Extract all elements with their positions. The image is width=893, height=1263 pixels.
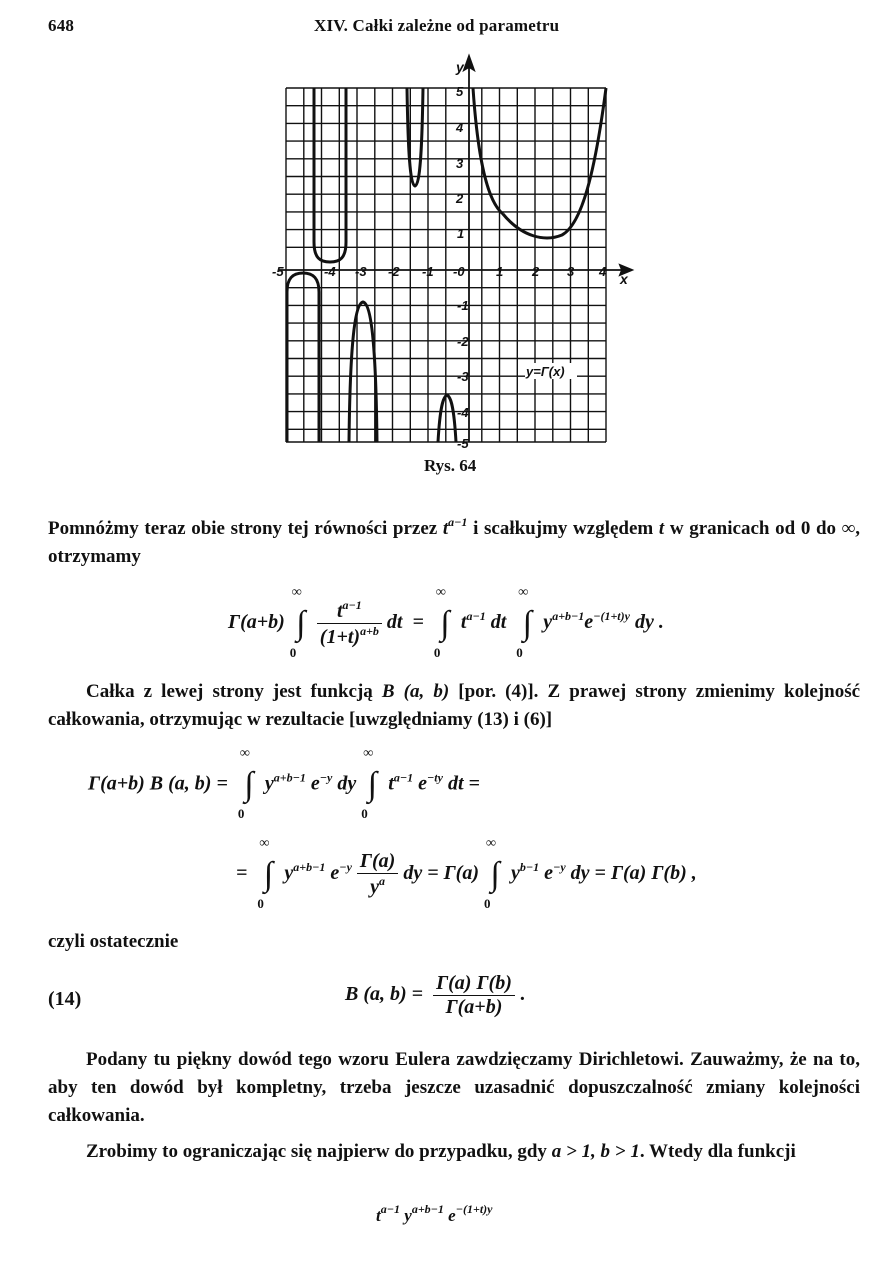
- curve-branch-m4-m3: [314, 88, 346, 262]
- gamma-graph: [260, 52, 640, 452]
- integral-sign: ∫ ∞ 0: [289, 584, 306, 660]
- x-axis-label: x: [620, 271, 628, 287]
- integral-sign: ∫ ∞ 0: [237, 746, 254, 821]
- integral-sign: ∫ ∞ 0: [257, 835, 274, 911]
- curve-branch-m1-0: [438, 395, 456, 442]
- x-tick-label: -2: [388, 264, 400, 279]
- axes: [278, 56, 632, 442]
- x-tick-label: 3: [567, 264, 575, 279]
- integral-sign: ∫ ∞ 0: [516, 584, 532, 660]
- y-tick-label: -3: [457, 369, 469, 384]
- curve-branch-positive: [473, 88, 606, 238]
- figure-caption: Rys. 64: [424, 456, 477, 475]
- equation-3: = ∫ ∞ 0 $y^{a+b-1}$ $e^{-y}$ $\frac{\Gamma(a)}{y^a}$ dy = Γ(a) ∫ ∞ 0 $y^{b-1}$ $e^{-y}$ dy = Γ(a) Γ(b) ,: [236, 835, 697, 911]
- page-number: 648: [48, 16, 75, 35]
- x-tick-label: -4: [324, 264, 336, 279]
- equation-2: Γ(a+b) B (a, b) = ∫ ∞ 0 $y^{a+b-1}$ $e^{-y}$ dy ∫ ∞ 0 $t^{a-1}$ $e^{-ty}$ dt =: [88, 746, 480, 821]
- y-axis-arrow-icon: [464, 56, 474, 70]
- curve-branch-m2-m1: [407, 88, 423, 186]
- y-tick-label: -5: [457, 436, 469, 451]
- x-tick-label: 1: [496, 264, 504, 279]
- y-tick-label: 1: [457, 226, 465, 241]
- equation-1: Γ(a+b) ∫ ∞ 0 $\frac{t^{a-1}}{(1+t)^{a+b}}$ dt = ∫ ∞ 0 $t^{a-1}$ dt ∫ ∞ 0 $y^{a+b-1}e^{-(1+t)y}$ dy .: [228, 584, 664, 660]
- y-tick-label: -1: [457, 298, 469, 313]
- x-tick-label: 2: [532, 264, 540, 279]
- y-axis-label: y: [456, 59, 464, 75]
- curve-branch-m5-m4: [287, 273, 319, 442]
- x-tick-label: 4: [599, 264, 607, 279]
- y-tick-label: 5: [456, 84, 464, 99]
- paragraph-5: Zrobimy to ograniczając się najpierw do przypadku, gdy a > 1, b > 1. Wtedy dla funkcji: [86, 1141, 796, 1162]
- equation-14: B (a, b) = $\frac{\Gamma(a) \Gamma(b)}{\Gamma(a+b)}$ .: [345, 972, 525, 1018]
- gamma-function-figure: [260, 52, 640, 452]
- y-tick-label: 4: [456, 120, 464, 135]
- paragraph-4: Podany tu piękny dowód tego wzoru Eulera zawdzięczamy Dirichletowi. Zauważmy, że na to, aby ten dowód był kompletny, trzeba jeszcze uzasadnić dopuszczalność zmiany kolejności całkowania.: [48, 1049, 860, 1126]
- y-tick-label: 2: [456, 191, 464, 206]
- paragraph-2: Całka z lewej strony jest funkcją B (a, b) [por. (4)]. Z prawej strony zmienimy kolejność całkowania, otrzymując w rezultacie [uwzględniamy (13) i (6)]: [48, 681, 861, 730]
- y-tick-label: 3: [456, 156, 464, 171]
- x-tick-label: -0: [453, 264, 465, 279]
- x-tick-label: -1: [422, 264, 434, 279]
- equation-last: $t^{a-1}$ $y^{a+b-1}$ $e^{-(1+t)y}$: [376, 1202, 493, 1225]
- equation-number: (14): [48, 988, 82, 1010]
- y-tick-label: -2: [457, 334, 469, 349]
- integral-sign: ∫ ∞ 0: [433, 584, 450, 660]
- chapter-title: XIV. Całki zależne od parametru: [314, 16, 560, 35]
- x-tick-label: -3: [355, 264, 367, 279]
- x-tick-label: -5: [272, 264, 284, 279]
- integral-sign: ∫ ∞ 0: [361, 746, 377, 821]
- integral-sign: ∫ ∞ 0: [484, 835, 500, 911]
- y-tick-label: -4: [457, 405, 469, 420]
- paragraph-1: Pomnóżmy teraz obie strony tej równości przez $t^{a-1}$ i scałkujmy względem t w granicach od 0 do ∞, otrzymamy: [48, 515, 860, 567]
- curve-label: y=Γ(x): [526, 364, 565, 379]
- paragraph-3: czyli ostatecznie: [48, 931, 179, 952]
